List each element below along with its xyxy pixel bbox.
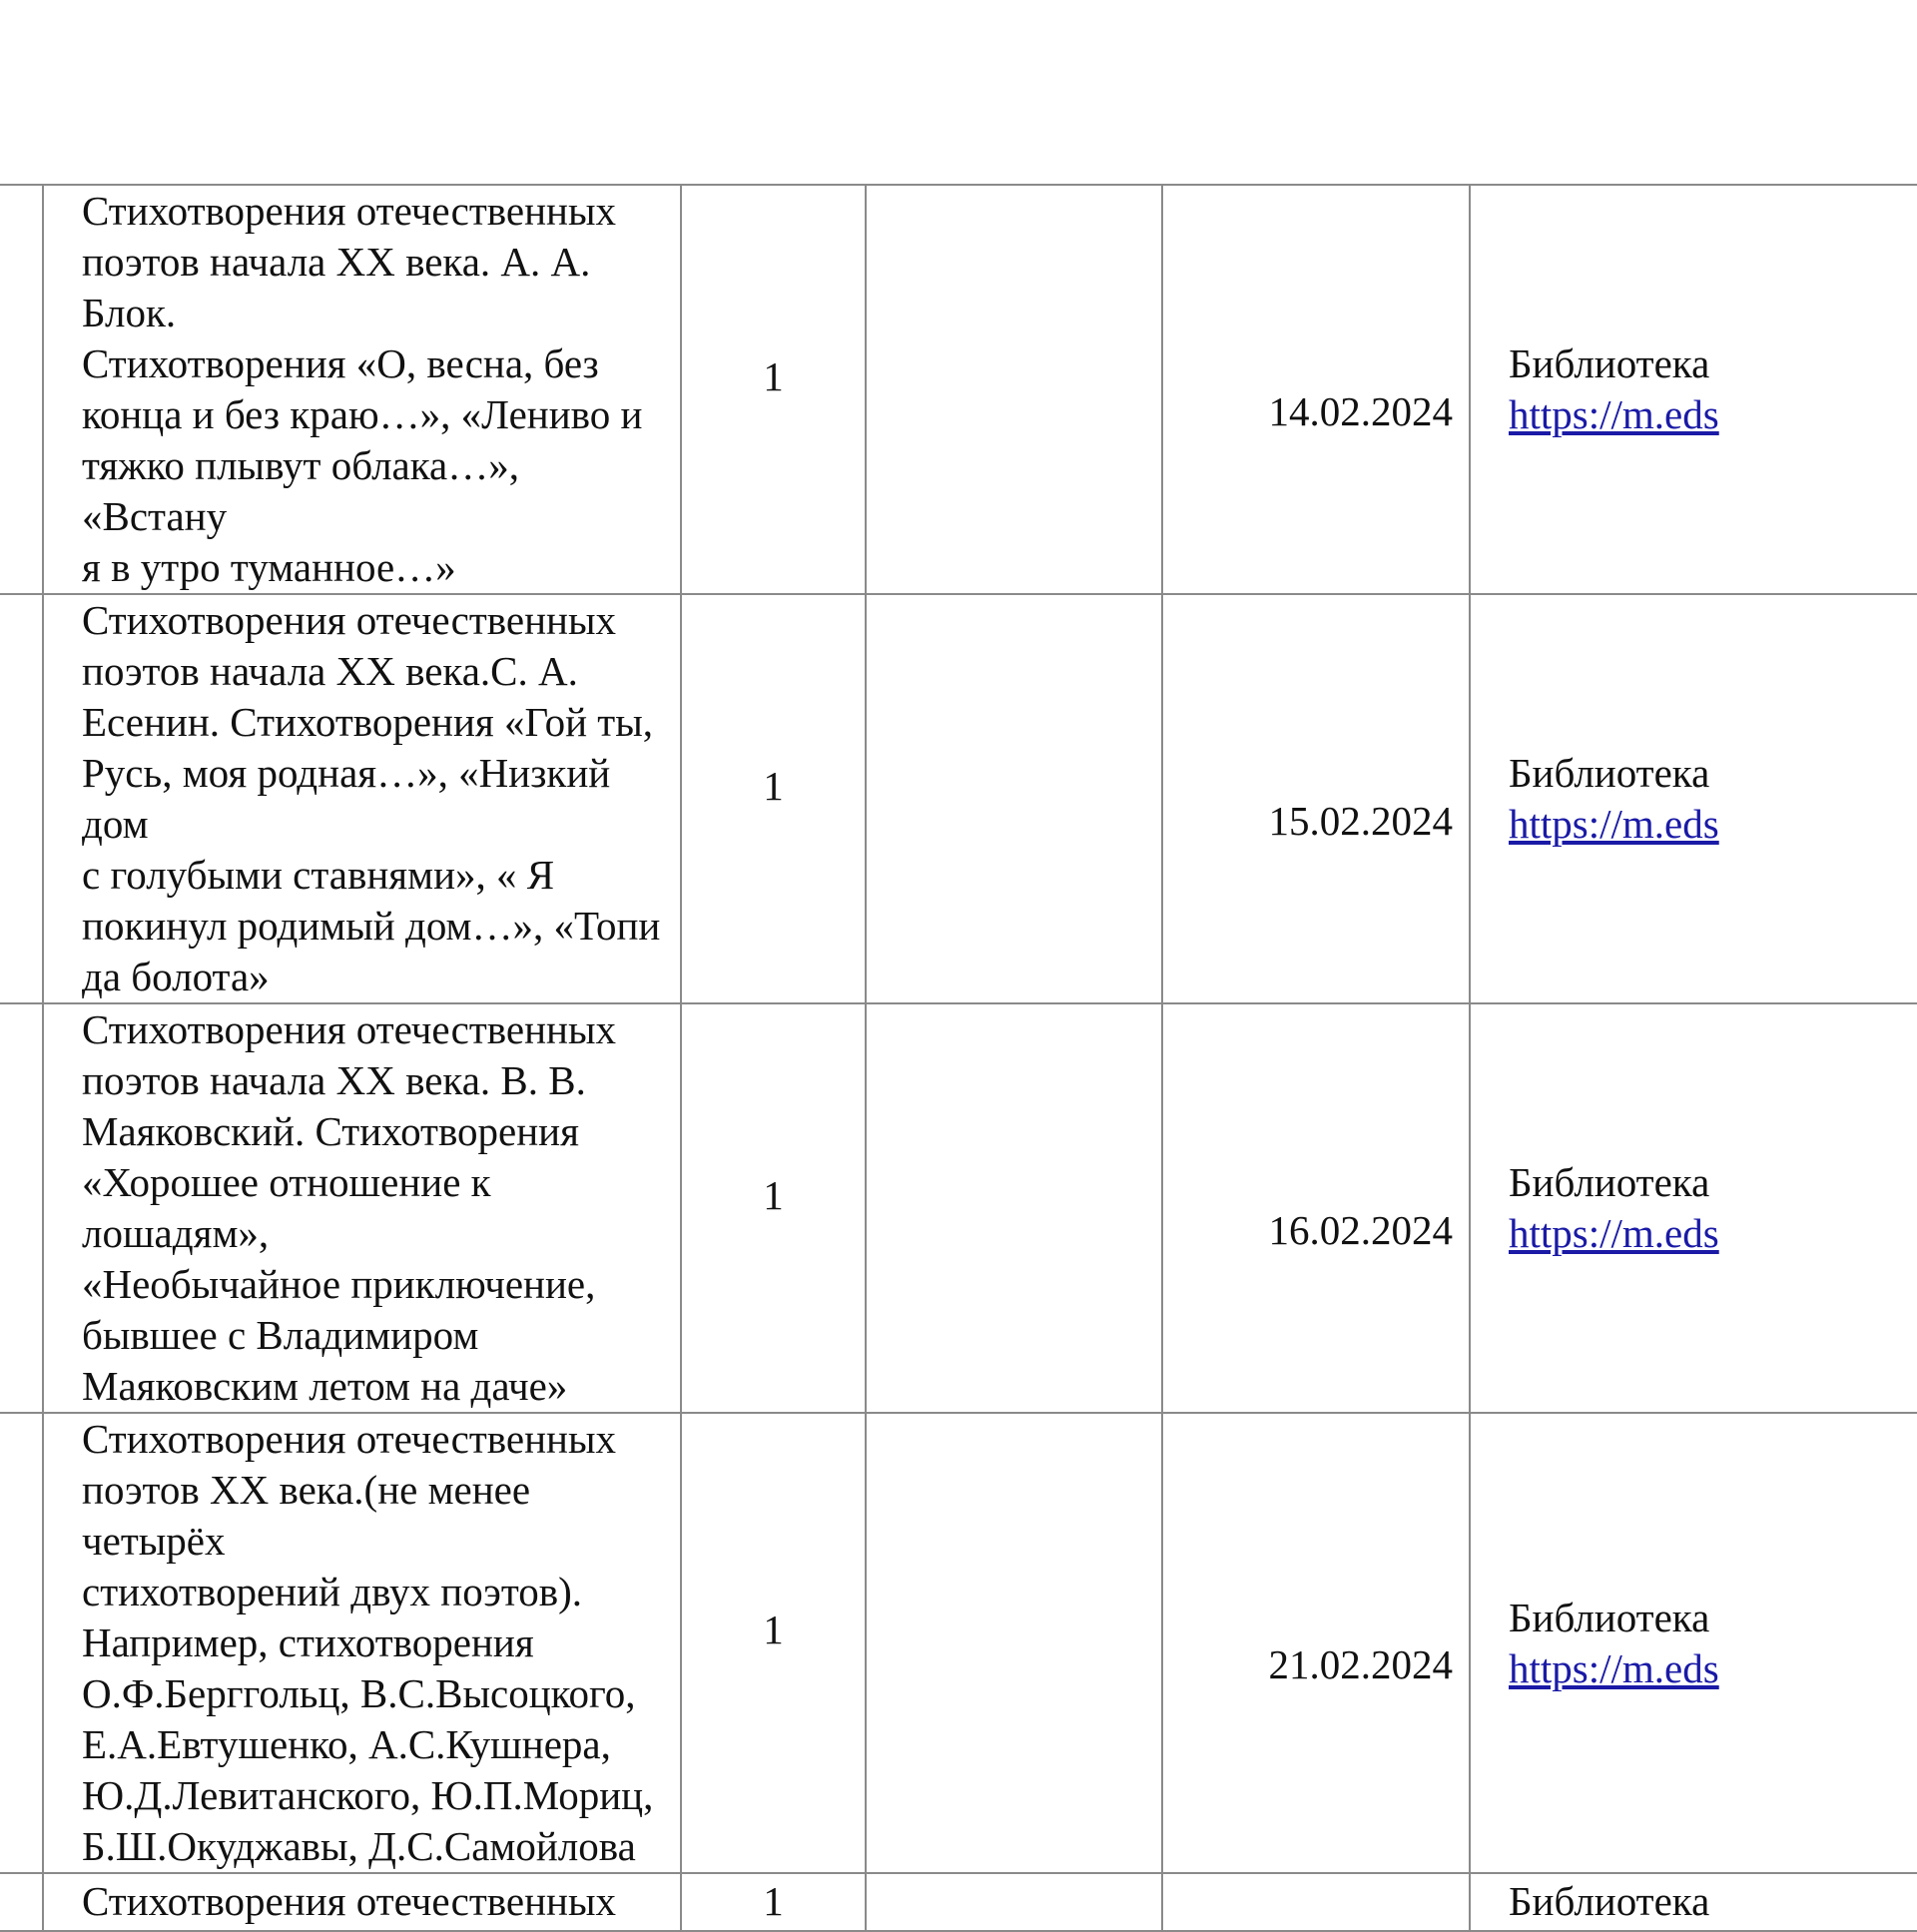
lesson-plan-table [0,184,1917,1932]
resource-cell [1470,1873,1917,1931]
topic-cell: Стихотворения отечественных поэтов начала XX века. В. В. Маяковский. Стихотворения «Хорошее отношение к лошадям», «Необычайное приключение, бывшее с Владимиром Маяковским летом на даче» [43,1003,681,1413]
resource-cell [1470,594,1917,1003]
resource-label: Библиотека [1509,1594,1710,1640]
resource-link[interactable]: https://m.eds [1509,1644,1719,1691]
number-cell [0,1413,43,1873]
topic-cell: Стихотворения отечественных [43,1873,681,1931]
table-row [0,185,1917,594]
table-row [0,1873,1917,1931]
resource-link[interactable]: https://m.eds [1509,1210,1719,1256]
resource-link[interactable]: https://m.eds [1509,801,1719,847]
resource-label: Библиотека [1509,340,1710,386]
number-cell [0,1873,43,1931]
table-row [0,594,1917,1003]
topic-cell: Стихотворения отечественных поэтов начала XX века.С. А. Есенин. Стихотворения «Гой ты, Русь, моя родная…», «Низкий дом с голубыми ставнями», « Я покинул родимый дом…», «Топи да болота» [43,594,681,1003]
date-cell: 21.02.2024 [1162,1413,1470,1873]
hours-cell: 1 [681,1413,866,1873]
resource-label: Библиотека [1509,750,1710,796]
date-cell: 15.02.2024 [1162,594,1470,1003]
hours-cell: 1 [681,1003,866,1413]
table-row [0,1003,1917,1413]
resource-cell [1470,1413,1917,1873]
resource-link[interactable]: https://m.eds [1509,391,1719,437]
hours-cell: 1 [681,185,866,594]
resource-cell [1470,185,1917,594]
number-cell [0,185,43,594]
topic-cell: Стихотворения отечественных поэтов начала XX века. А. А. Блок. Стихотворения «О, весна, без конца и без краю…», «Лениво и тяжко плывут облака…», «Встану я в утро туманное…» [43,185,681,594]
hours-cell: 1 [681,594,866,1003]
number-cell [0,1003,43,1413]
resource-label: Библиотека [1509,1159,1710,1205]
number-cell [0,594,43,1003]
empty-cell [866,1413,1162,1873]
resource-label: Библиотека [1509,1878,1710,1924]
topic-cell: Стихотворения отечественных поэтов XX века.(не менее четырёх стихотворений двух поэтов). Например, стихотворения О.Ф.Берггольц, В.С.Высоцкого, Е.А.Евтушенко, А.С.Кушнера, Ю.Д.Левитанского, Ю.П.Мориц, Б.Ш.Окуджавы, Д.С.Самойлова [43,1413,681,1873]
hours-cell: 1 [681,1873,866,1931]
resource-cell [1470,1003,1917,1413]
empty-cell [866,185,1162,594]
date-cell: 16.02.2024 [1162,1003,1470,1413]
date-cell [1162,1873,1470,1931]
table-row [0,1413,1917,1873]
empty-cell [866,594,1162,1003]
empty-cell [866,1003,1162,1413]
empty-cell [866,1873,1162,1931]
date-cell: 14.02.2024 [1162,185,1470,594]
